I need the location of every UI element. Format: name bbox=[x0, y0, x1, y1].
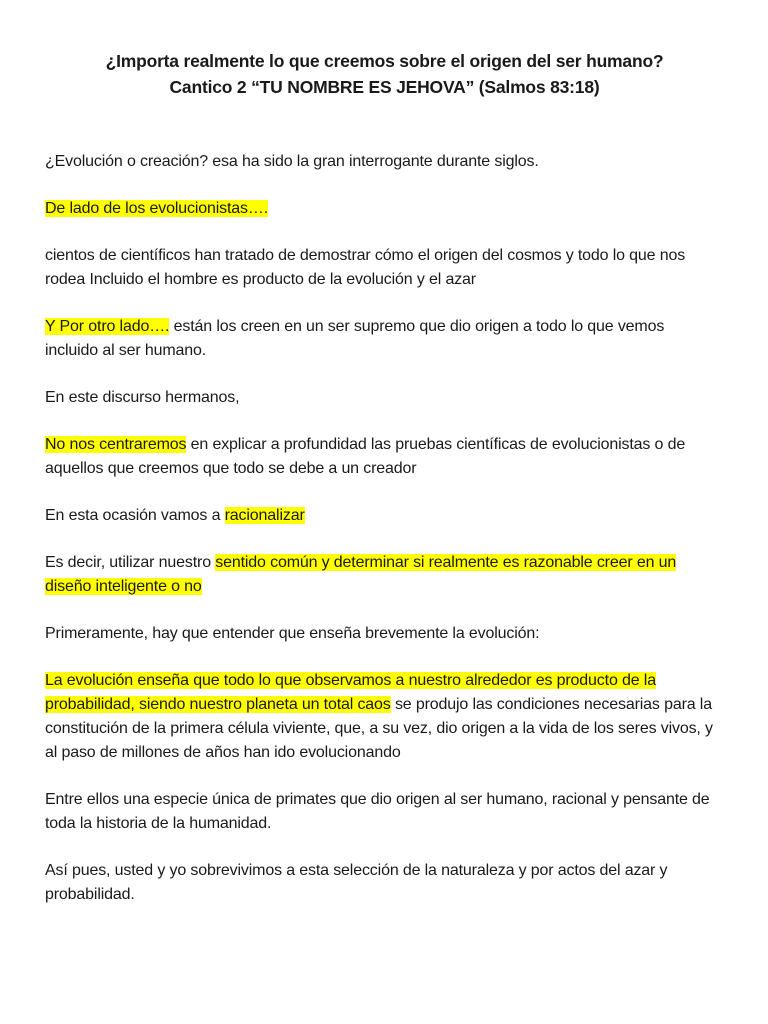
document-title bbox=[49, 48, 720, 100]
highlighted-text: sentido común y determinar si realmente es razonable creer en un diseño inteligente o no bbox=[45, 554, 677, 595]
paragraph-4-text: están los creen en un ser supremo que dio origen a todo lo que vemos incluido al ser humano. bbox=[45, 318, 665, 359]
paragraph-4 bbox=[45, 315, 720, 363]
paragraph-5-text: En este discurso hermanos, bbox=[45, 389, 240, 406]
paragraph-8 bbox=[45, 551, 720, 599]
paragraph-10-text: se produjo las condiciones necesarias para la constitución de la primera célula viviente, que, a su vez, dio origen a la vida de los seres vivos, y al paso de millones de años han ido evolucionando bbox=[45, 696, 713, 761]
paragraph-12 bbox=[45, 859, 720, 907]
paragraph-6-text: en explicar a profundidad las pruebas científicas de evolucionistas o de aquellos que creemos que todo se debe a un creador bbox=[45, 436, 686, 477]
paragraph-10 bbox=[45, 669, 720, 765]
paragraph-11-text: Entre ellos una especie única de primates que dio origen al ser humano, racional y pensante de toda la historia de la humanidad. bbox=[45, 791, 710, 832]
paragraph-2 bbox=[45, 197, 720, 221]
paragraph-9-text: Primeramente, hay que entender que enseña brevemente la evolución: bbox=[45, 625, 540, 642]
paragraph-1-text: ¿Evolución o creación? esa ha sido la gran interrogante durante siglos. bbox=[45, 153, 539, 170]
paragraph-3 bbox=[45, 244, 720, 292]
paragraph-5 bbox=[45, 386, 720, 410]
paragraph-3-text: cientos de científicos han tratado de demostrar cómo el origen del cosmos y todo lo que nos rodea Incluido el hombre es producto de la evolución y el azar bbox=[45, 247, 686, 288]
paragraph-7-text: En esta ocasión vamos a bbox=[45, 507, 225, 524]
title-line-1: ¿Importa realmente lo que creemos sobre el origen del ser humano? bbox=[105, 51, 664, 71]
paragraph-9 bbox=[45, 622, 720, 646]
highlighted-text: De lado de los evolucionistas…. bbox=[45, 200, 269, 217]
paragraph-6 bbox=[45, 433, 720, 481]
highlighted-text: La evolución enseña que todo lo que observamos a nuestro alrededor es producto de la probabilidad, siendo nuestro planeta un total caos bbox=[45, 672, 656, 713]
paragraph-7 bbox=[45, 504, 720, 528]
paragraph-11 bbox=[45, 788, 720, 836]
title-line-2: Cantico 2 “TU NOMBRE ES JEHOVA” (Salmos 83:18) bbox=[169, 77, 600, 97]
paragraph-1 bbox=[45, 150, 720, 174]
highlighted-text: No nos centraremos bbox=[45, 436, 187, 453]
paragraph-12-text: Así pues, usted y yo sobrevivimos a esta selección de la naturaleza y por actos del azar y probabilidad. bbox=[45, 862, 668, 903]
highlighted-text: racionalizar bbox=[224, 507, 305, 524]
highlighted-text: Y Por otro lado…. bbox=[45, 318, 170, 335]
document-body bbox=[45, 150, 720, 907]
paragraph-8-text: Es decir, utilizar nuestro bbox=[45, 554, 216, 571]
